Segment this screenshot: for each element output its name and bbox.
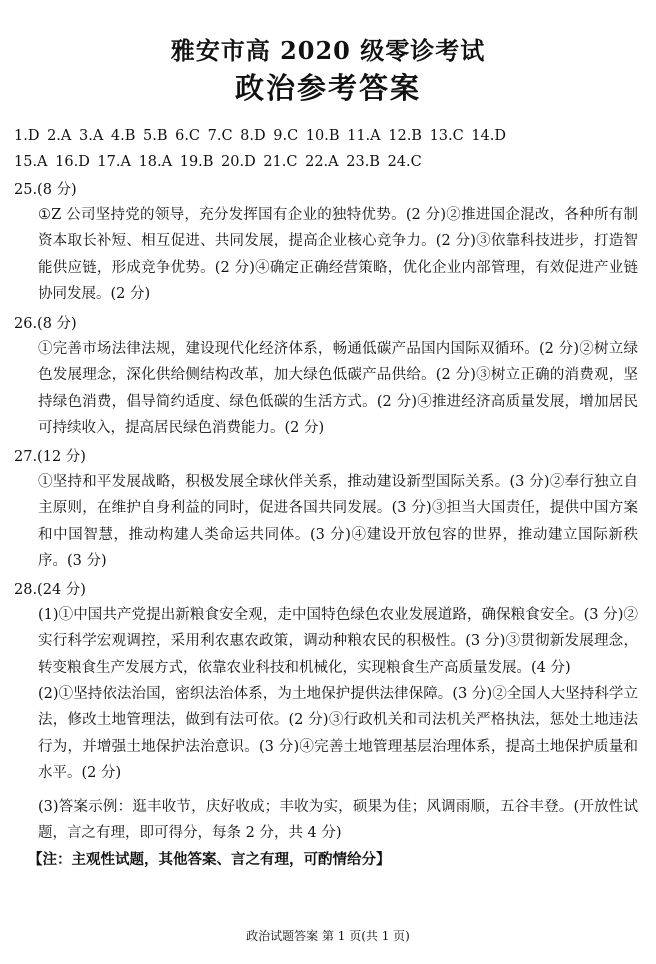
multiple-choice-line-1: 1.D 2.A 3.A 4.B 5.B 6.C 7.C 8.D 9.C 10.B 11.A 12.B 13.C 14.D [14,128,507,144]
question-25-answer: ①Z 公司坚持党的领导，充分发挥国有企业的独特优势。(2 分)②推进国企混改，各种所有制资本取长补短、相互促进、共同发展，提高企业核心竞争力。(2 分)③依靠科技进步，打造智能供应链，形成竞争优势。(2 分)④确定正确经营策略，优化企业内部管理，有效促进产业链协同发展。(2 分) [38,207,638,302]
question-27-answer: ①坚持和平发展战略，积极发展全球伙伴关系，推动建设新型国际关系。(3 分)②奉行独立自主原则，在维护自身利益的同时，促进各国共同发展。(3 分)③担当大国责任，提供中国方案和中国智慧，推动构建人类命运共同体。(3 分)④建设开放包容的世界，推动建立国际新秩序。(3 分) [38,474,638,569]
question-28-heading: 28.(24 分) [14,582,86,598]
question-26-answer: ①完善市场法律法规，建设现代化经济体系，畅通低碳产品国内国际双循环。(2 分)②树立绿色发展理念，深化供给侧结构改革，加大绿色低碳产品供给。(2 分)③树立正确的消费观，坚持绿色消费，倡导简约适度、绿色低碳的生活方式。(2 分)④推进经济高质量发展，增加居民可持续收入，提高居民绿色消费能力。(2 分) [38,341,638,436]
question-25-heading: 25.(8 分) [14,182,77,198]
question-28-part-3: (3)答案示例：逛丰收节，庆好收成；丰收为实，硕果为佳；风调雨顺，五谷丰登。(开放性试题，言之有理，即可得分，每条 2 分，共 4 分) [38,799,638,842]
question-27-heading: 27.(12 分) [14,449,86,465]
answer-title: 政治参考答案 [234,71,421,105]
multiple-choice-line-2: 15.A 16.D 17.A 18.A 19.B 20.D 21.C 22.A 23.B 24.C [14,154,422,170]
exam-title: 雅安市高 2020 级零诊考试 [170,36,486,65]
page-footer: 政治试题答案 第 1 页(共 1 页) [246,929,410,943]
grading-note: 【注：主观性试题，其他答案、言之有理，可酌情给分】 [28,851,391,868]
question-28-part-2: (2)①坚持依法治国，密织法治体系，为土地保护提供法律保障。(3 分)②全国人大坚持科学立法，修改土地管理法，做到有法可依。(2 分)③行政机关和司法机关严格执法，惩处土地违法行为，并增强土地保护法治意识。(3 分)④完善土地管理基层治理体系，提高土地保护质量和水平。(2 分) [38,686,638,781]
question-28-part-1: (1)①中国共产党提出新粮食安全观，走中国特色绿色农业发展道路，确保粮食安全。(3 分)②实行科学宏观调控，采用利农惠农政策，调动种粮农民的积极性。(3 分)③贯彻新发展理念，转变粮食生产发展方式，依靠农业科技和机械化，实现粮食生产高质量发展。(4 分) [38,607,638,676]
question-26-heading: 26.(8 分) [14,316,77,332]
